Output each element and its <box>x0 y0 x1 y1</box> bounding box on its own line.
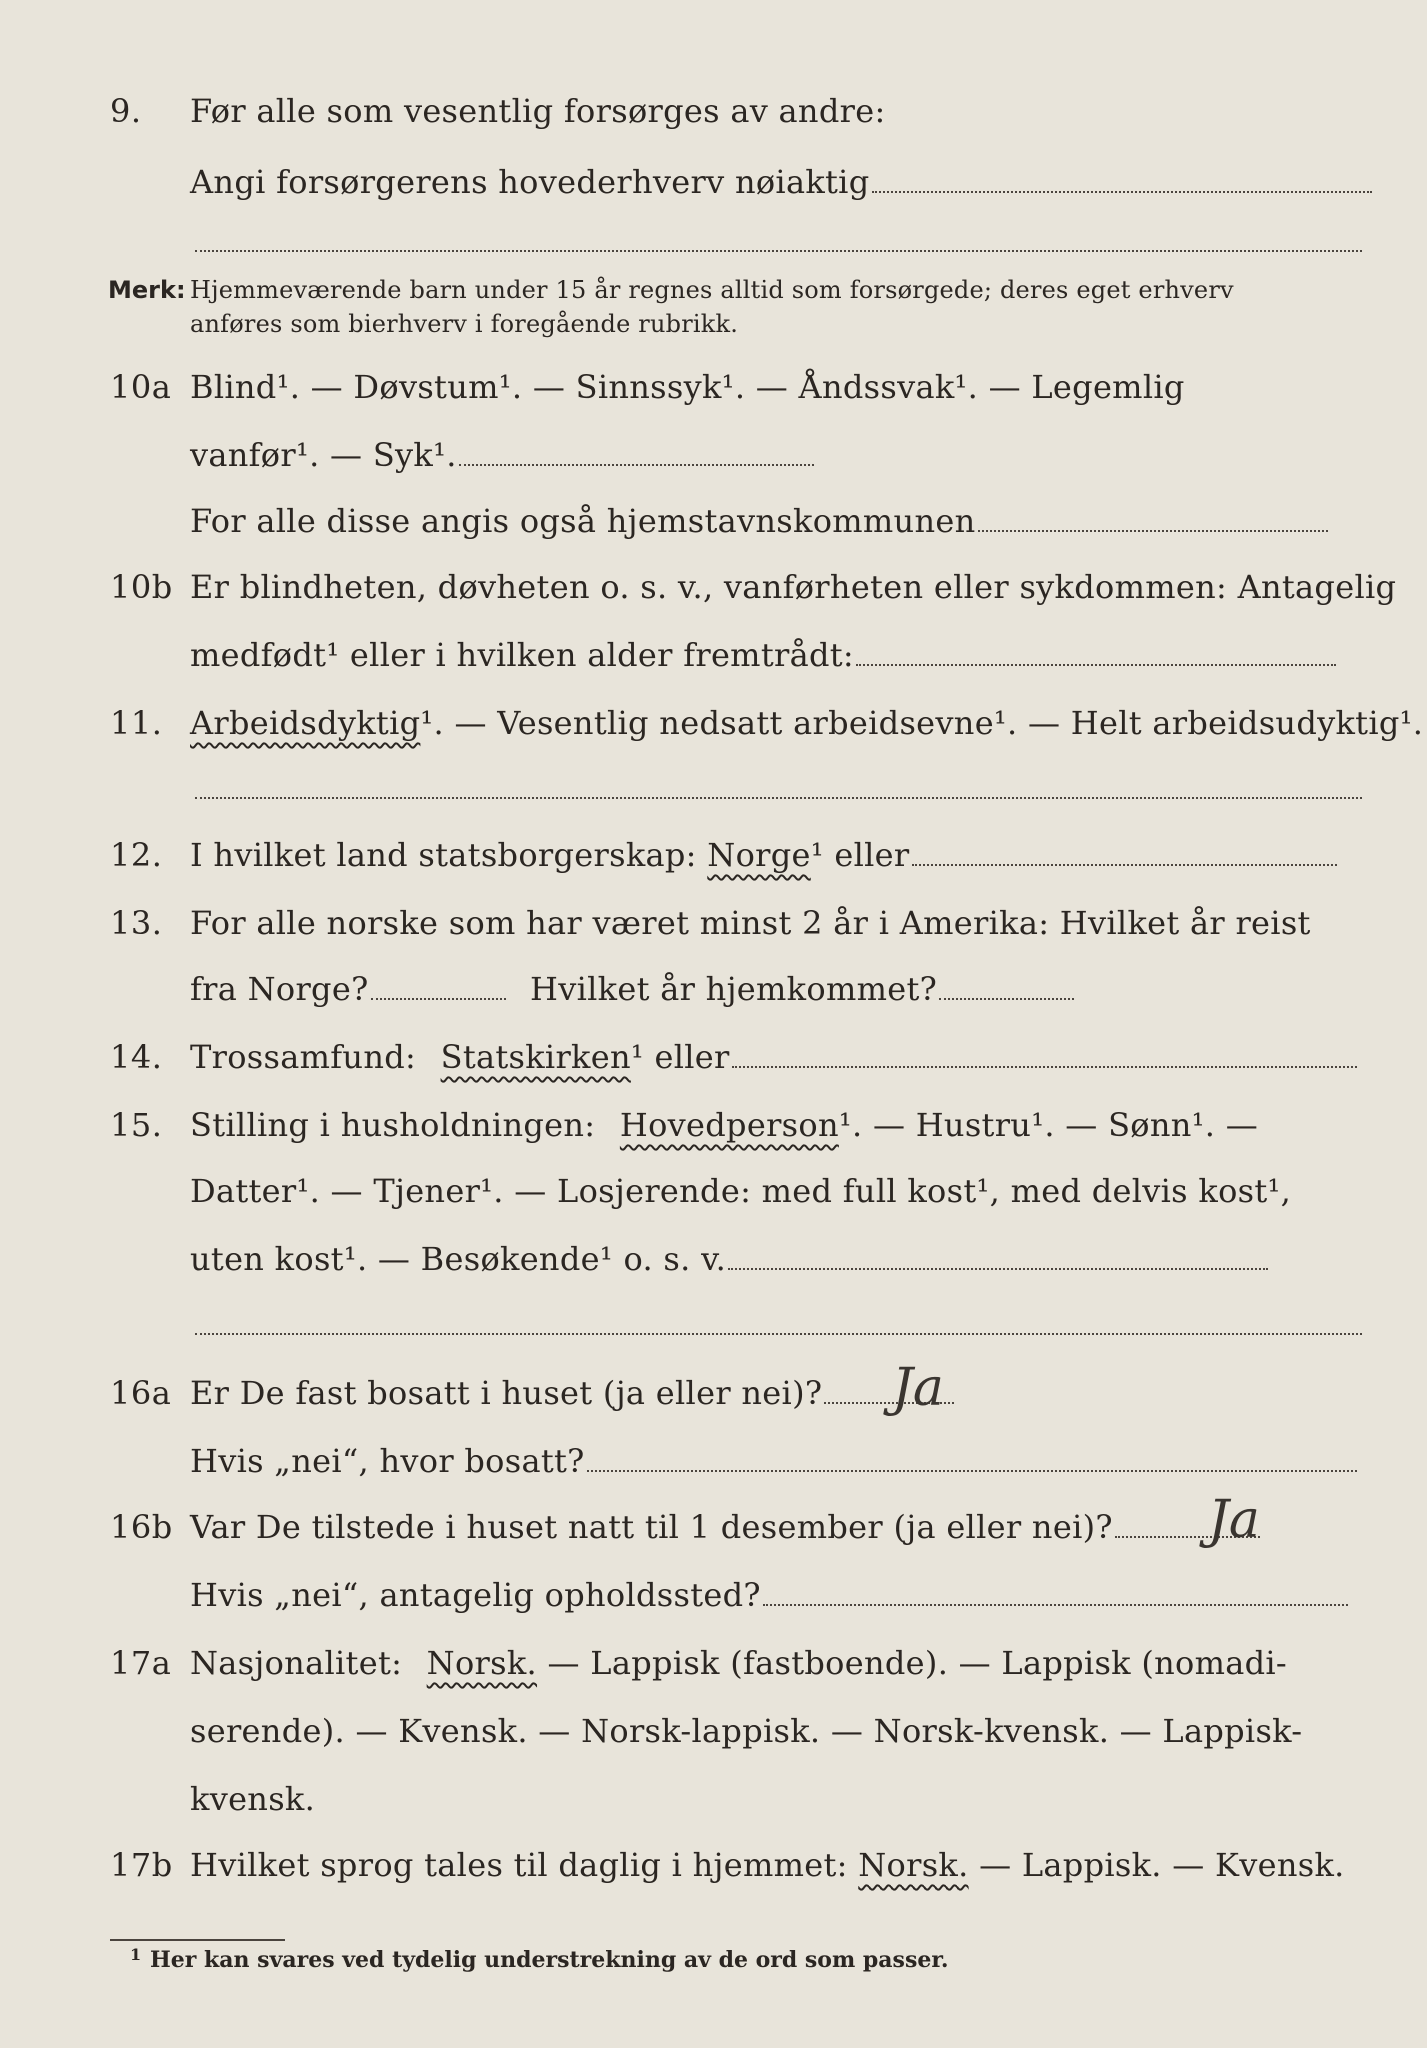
q16b-number: 16b <box>110 1508 173 1546</box>
q14-selected-option[interactable]: Statskirken <box>440 1038 631 1076</box>
q17a-line1 <box>190 1644 1287 1682</box>
q17a-selected-option[interactable]: Norsk. <box>426 1644 538 1682</box>
q11-line <box>190 704 1423 742</box>
q16a-line1 <box>190 1374 954 1412</box>
q17a-pre: Nasjonalitet: <box>190 1644 403 1682</box>
q16b-line2 <box>190 1576 1348 1614</box>
q15-pre: Stilling i husholdningen: <box>190 1106 596 1144</box>
q16b-line1-text: Var De tilstede i huset natt til 1 desember (ja eller nei)? <box>190 1508 1113 1546</box>
q17a-line3: kvensk. <box>190 1780 316 1818</box>
q17a-number: 17a <box>110 1644 172 1682</box>
q16a-line1-text: Er De fast bosatt i huset (ja eller nei)? <box>190 1374 823 1412</box>
q10a-line3 <box>190 502 1328 540</box>
q10a-number: 10a <box>110 368 172 406</box>
q15-answer-dotted-line[interactable] <box>728 1267 1268 1270</box>
merk-line2: anføres som bierhverv i foregående rubrikk. <box>190 310 739 338</box>
q16a-number: 16a <box>110 1374 172 1412</box>
q12-selected-option[interactable]: Norge <box>707 836 811 874</box>
q12-post: ¹ eller <box>810 836 910 874</box>
q12-answer-dotted-line[interactable] <box>912 863 1337 866</box>
q10b-number: 10b <box>110 568 173 606</box>
q15-extra-dotted-line[interactable] <box>195 1333 1362 1335</box>
q10b-line1: Er blindheten, døvheten o. s. v., vanførheten eller sykdommen: Antagelig <box>190 568 1397 606</box>
q14-line <box>190 1038 1357 1076</box>
q16b-line1 <box>190 1508 1260 1546</box>
footnote-mark: 1 <box>130 1945 142 1964</box>
q13-line2a: fra Norge? <box>190 970 369 1008</box>
q17b-line <box>190 1846 1345 1884</box>
q10a-line3-text: For alle disse angis også hjemstavnskommunen <box>190 502 976 540</box>
q17b-number: 17b <box>110 1846 173 1884</box>
q15-post: ¹. — Hustru¹. — Sønn¹. — <box>838 1106 1259 1144</box>
q14-number: 14. <box>110 1038 163 1076</box>
q11-rest: ¹. — Vesentlig nedsatt arbeidsevne¹. — Helt arbeidsudyktig¹. <box>420 704 1424 742</box>
q16a-line2 <box>190 1442 1357 1480</box>
q9-extra-dotted-line[interactable] <box>195 250 1362 252</box>
q15-line3 <box>190 1240 1268 1278</box>
q11-selected-option[interactable]: Arbeidsdyktig <box>190 704 421 742</box>
q16a-line2-text: Hvis „nei“, hvor bosatt? <box>190 1442 585 1480</box>
q9-number: 9. <box>110 92 142 130</box>
q10b-answer-dotted-line[interactable] <box>856 663 1336 666</box>
q13-line2b: Hvilket år hjemkommet? <box>530 970 938 1008</box>
merk-label: Merk: <box>108 276 186 304</box>
q15-number: 15. <box>110 1106 163 1144</box>
footnote-rule <box>110 1939 285 1941</box>
q12-line <box>190 836 1337 874</box>
q16b-opholdssted-dotted-line[interactable] <box>763 1603 1348 1606</box>
q10b-line2 <box>190 636 1336 674</box>
q14-pre: Trossamfund: <box>190 1038 417 1076</box>
q12-pre: I hvilket land statsborgerskap: <box>190 836 697 874</box>
q17b-selected-option[interactable]: Norsk. <box>858 1846 969 1884</box>
q17a-line2: serende). — Kvensk. — Norsk-lappisk. — Norsk-kvensk. — Lappisk- <box>190 1712 1303 1750</box>
q9-line2-text: Angi forsørgerens hovederhverv nøiaktig <box>190 163 870 201</box>
q9-line2 <box>190 163 1372 201</box>
q15-line1 <box>190 1106 1258 1144</box>
footnote-text: Her kan svares ved tydelig understrekning av de ord som passer. <box>150 1947 949 1973</box>
q13-hjemkommet-dotted-line[interactable] <box>939 997 1074 1000</box>
q9-line1: Før alle som vesentlig forsørges av andre: <box>190 92 886 130</box>
q10b-line2-text: medfødt¹ eller i hvilken alder fremtrådt: <box>190 636 854 674</box>
q12-number: 12. <box>110 836 163 874</box>
q16a-bosatt-dotted-line[interactable] <box>587 1469 1357 1472</box>
q15-line2: Datter¹. — Tjener¹. — Losjerende: med full kost¹, med delvis kost¹, <box>190 1172 1292 1210</box>
q17b-post: — Lappisk. — Kvensk. <box>979 1846 1345 1884</box>
q17b-pre: Hvilket sprog tales til daglig i hjemmet: <box>190 1846 848 1884</box>
q10a-line2 <box>190 436 814 474</box>
q15-line3-text: uten kost¹. — Besøkende¹ o. s. v. <box>190 1240 727 1278</box>
q14-post: ¹ eller <box>630 1038 730 1076</box>
q16b-handwritten-answer[interactable]: Ja <box>1208 1490 1260 1550</box>
q17a-post: — Lappisk (fastboende). — Lappisk (nomadi- <box>547 1644 1288 1682</box>
q10a-answer-dotted-line[interactable] <box>459 463 814 466</box>
q10a-line1: Blind¹. — Døvstum¹. — Sinnssyk¹. — Åndssvak¹. — Legemlig <box>190 368 1185 406</box>
q11-extra-dotted-line[interactable] <box>195 797 1362 799</box>
q11-number: 11. <box>110 704 163 742</box>
q16a-handwritten-answer[interactable]: Ja <box>892 1358 944 1418</box>
q10a-line2-text: vanfør¹. — Syk¹. <box>190 436 457 474</box>
q16b-line2-text: Hvis „nei“, antagelig opholdssted? <box>190 1576 761 1614</box>
q10a-hjemstavn-dotted-line[interactable] <box>978 529 1328 532</box>
q13-reist-dotted-line[interactable] <box>371 997 506 1000</box>
q15-selected-option[interactable]: Hovedperson <box>619 1106 839 1144</box>
merk-line1: Hjemmeværende barn under 15 år regnes alltid som forsørgede; deres eget erhverv <box>190 276 1234 304</box>
q13-line2 <box>190 970 1074 1008</box>
q9-answer-dotted-line[interactable] <box>872 190 1372 193</box>
q13-line1: For alle norske som har været minst 2 år i Amerika: Hvilket år reist <box>190 904 1311 942</box>
footnote <box>130 1945 949 1973</box>
q14-answer-dotted-line[interactable] <box>732 1065 1357 1068</box>
q13-number: 13. <box>110 904 163 942</box>
